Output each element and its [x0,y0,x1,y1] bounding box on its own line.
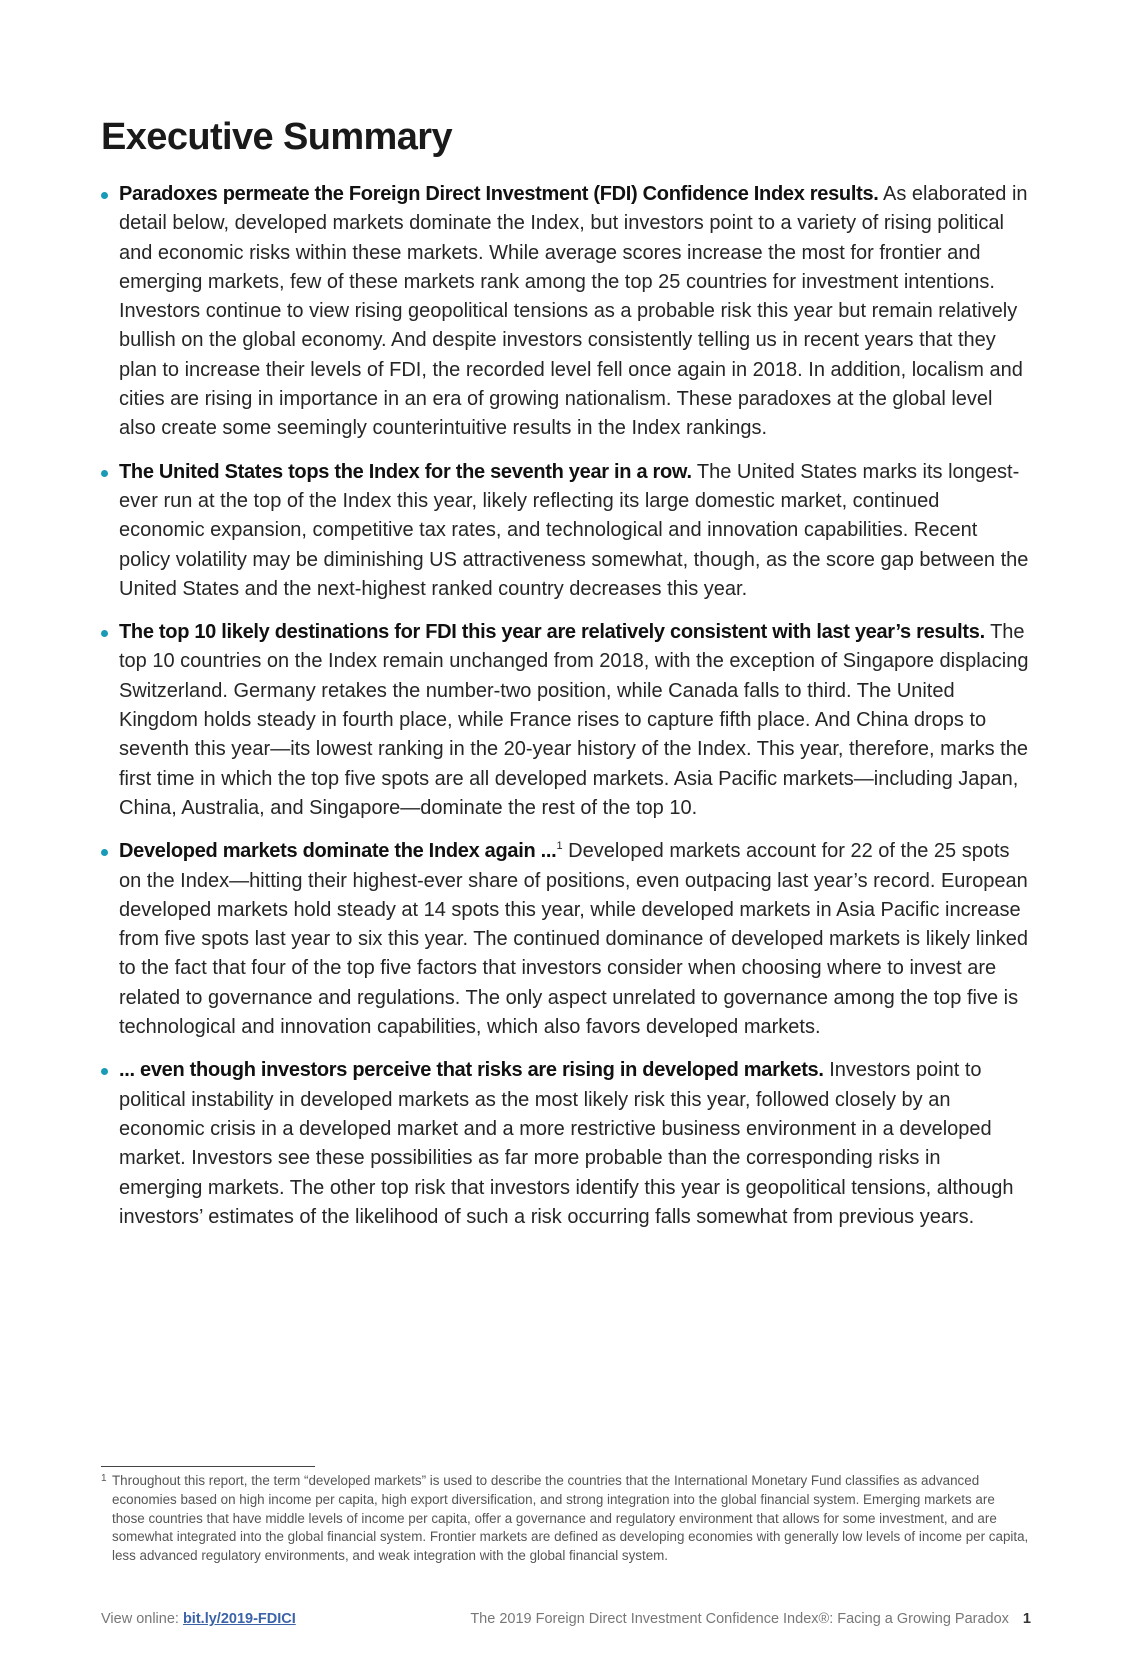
page-number: 1 [1022,1611,1031,1627]
summary-bullet-list [101,180,1029,1232]
bullet-lead: ... even though investors perceive that risks are rising in developed markets. [119,1059,824,1082]
bullet-dot-icon [101,849,108,856]
summary-bullet [101,837,1029,1042]
page-title: Executive Summary [101,116,452,158]
bullet-dot-icon [101,470,108,477]
bullet-body: Developed markets account for 22 of the 25 spots on the Index—hitting their highest-ever share of positions, even outpacing last year’s record. European developed markets hold steady at 14 spots this year, while developed markets in Asia Pacific increase from five spots last year to six this year. The continued dominance of developed markets is likely linked to the fact that four of the top five factors that investors consider when choosing where to invest are related to governance and regulations. The only aspect unrelated to governance among the top five is technological and innovation capabilities, which also favors developed markets. [119,840,1028,1039]
footer-right [470,1611,1031,1627]
footnote [101,1472,1031,1566]
bullet-dot-icon [101,1068,108,1075]
view-online-label: View online: [101,1611,183,1627]
bullet-body: Investors point to political instability in developed markets as the most likely risk this year, followed closely by an economic crisis in a developed market and a more restrictive business environment in a developed market. Investors see these possibilities as far more probable than the corresponding risks in emerging markets. The other top risk that investors identify this year is geopolitical tensions, although investors’ estimates of the likelihood of such a risk occurring falls somewhat from previous years. [119,1059,1014,1228]
summary-bullet [101,180,1029,444]
bullet-dot-icon [101,192,108,199]
bullet-body: As elaborated in detail below, developed markets dominate the Index, but investors point to a variety of rising political and economic risks within these markets. While average scores increase the most for frontier and emerging markets, few of these markets rank among the top 25 countries for investment intentions. Investors continue to view rising geopolitical tensions as a probable risk this year but remain relatively bullish on the global economy. And despite investors consistently telling us in recent years that they plan to increase their levels of FDI, the recorded level fell once again in 2018. In addition, localism and cities are rising in importance in an era of growing nationalism. These paradoxes at the global level also create some seemingly counterintuitive results in the Index rankings. [119,183,1028,440]
bullet-lead: The top 10 likely destinations for FDI this year are relatively consistent with last year’s results. [119,621,985,644]
bullet-dot-icon [101,630,108,637]
bullet-lead: Developed markets dominate the Index again ... [119,840,557,863]
report-link[interactable]: bit.ly/2019-FDICI [182,1611,296,1627]
bullet-lead: Paradoxes permeate the Foreign Direct Investment (FDI) Confidence Index results. [119,183,879,205]
summary-bullet [101,458,1029,604]
bullet-lead: The United States tops the Index for the seventh year in a row. [119,460,692,483]
summary-bullet [101,1056,1029,1232]
footnote-text: Throughout this report, the term “developed markets” is used to describe the countries that the International Monetary Fund classifies as advanced economies based on high income per capita, high export diversification, and strong integration into the global financial system. Emerging markets are those countries that have middle levels of income per capita, offer a governance and regulatory environment that allows for some investment, and are somewhat integrated into the global financial system. Frontier markets are defined as developing economies with generally low levels of income per capita, less advanced regulatory environments, and weak integration with the global financial system. [112,1473,1029,1564]
report-title: The 2019 Foreign Direct Investment Confidence Index®: Facing a Growing Paradox [470,1611,1009,1627]
view-online [101,1611,296,1627]
footnote-divider [101,1466,315,1467]
bullet-body: The United States marks its longest-ever run at the top of the Index this year, likely reflecting its large domestic market, continued economic expansion, competitive tax rates, and technological and innovation capabilities. Recent policy volatility may be diminishing US attractiveness somewhat, though, as the score gap between the United States and the next-highest ranked country decreases this year. [119,460,1029,600]
footnote-number: 1 [101,1473,107,1484]
summary-bullet [101,618,1029,823]
bullet-body: The top 10 countries on the Index remain unchanged from 2018, with the exception of Singapore displacing Switzerland. Germany retakes the number-two position, while Canada falls to third. The United Kingdom holds steady in fourth place, while France rises to capture fifth place. And China drops to seventh this year—its lowest ranking in the 20-year history of the Index. This year, therefore, marks the first time in which the top five spots are all developed markets. Asia Pacific markets—including Japan, China, Australia, and Singapore—dominate the rest of the top 10. [119,621,1029,819]
footnote-ref[interactable]: 1 [556,840,563,853]
